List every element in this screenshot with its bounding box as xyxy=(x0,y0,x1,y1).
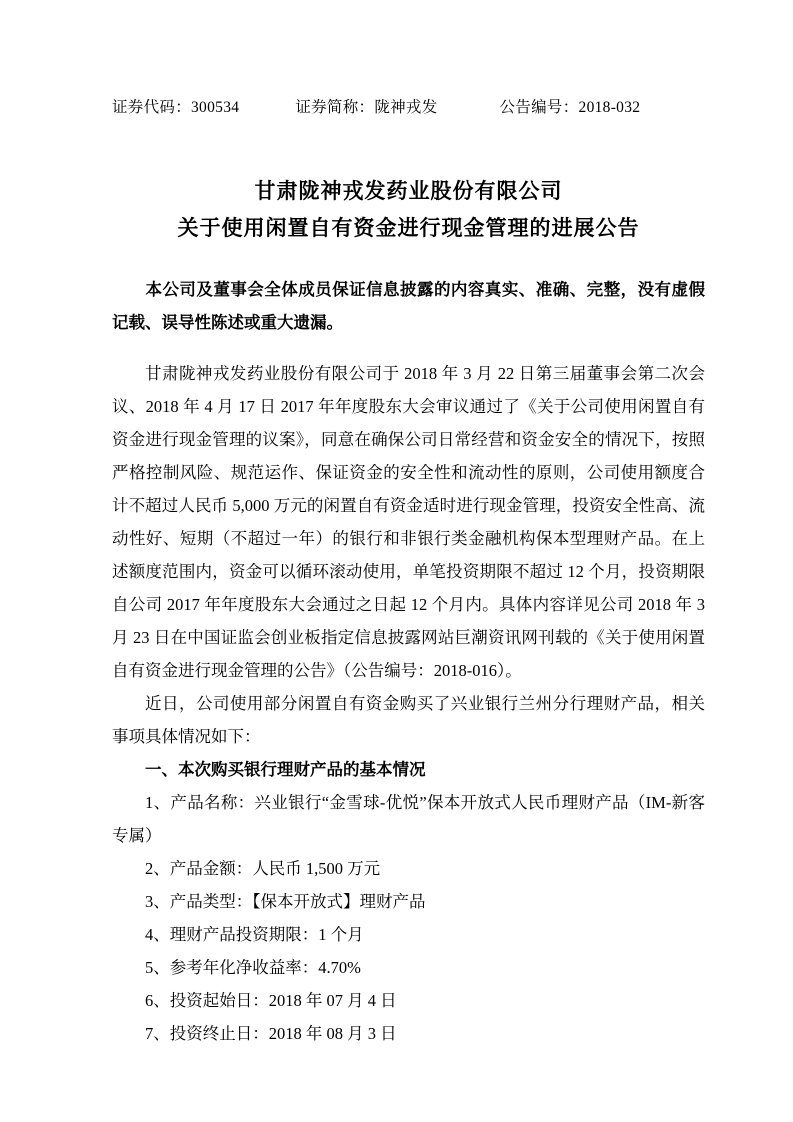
document-header xyxy=(112,95,705,117)
security-code: 证券代码：300534 xyxy=(112,99,240,116)
statement-text: 本公司及董事会全体成员保证信息披露的内容真实、准确、完整，没有虚假记载、误导性陈述或重大遗漏。 xyxy=(112,279,705,332)
list-item: 5、参考年化净收益率：4.70% xyxy=(145,957,361,977)
title-line-company: 甘肃陇神戎发药业股份有限公司 xyxy=(254,179,563,203)
list-item: 3、产品类型：【保本开放式】理财产品 xyxy=(145,891,426,911)
section-heading-1: 一、本次购买银行理财产品的基本情况 xyxy=(145,759,426,779)
disclosure-statement xyxy=(112,273,705,339)
body-paragraph-1: 甘肃陇神戎发药业股份有限公司于 2018 年 3 月 22 日第三届董事会第二次会议、2018 年 4 月 17 日 2017 年年度股东大会审议通过了《关于公司使用闲置自有资金进行现金管理的议案》，同意在确保公司日常经营和资金安全的情况下，按照严格控制风险、规范运作、保证资金的安全性和流动性的原则，公司使用额度合计不超过人民币 5,000 万元的闲置自有资金适时进行现金管理，投资安全性高、流动性好、短期（不超过一年）的银行和非银行类金融机构保本型理财产品。在上述额度范围内，资金可以循环滚动使用，单笔投资期限不超过 12 个月，投资期限自公司 2017 年年度股东大会通过之日起 12 个月内。具体内容详见公司 2018 年 3 月 23 日在中国证监会创业板指定信息披露网站巨潮资讯网刊载的《关于使用闲置自有资金进行现金管理的公告》（公告编号：2018-016）。 xyxy=(112,363,706,680)
title-line-subject: 关于使用闲置自有资金进行现金管理的进展公告 xyxy=(177,215,640,240)
list-item: 4、理财产品投资期限：1 个月 xyxy=(145,924,364,944)
security-name: 证券简称：陇神戎发 xyxy=(295,99,438,116)
list-item: 7、投资终止日：2018 年 08 月 3 日 xyxy=(145,1023,397,1043)
list-item: 1、产品名称：兴业银行“金雪球-优悦”保本开放式人民币理财产品（IM-新客专属） xyxy=(112,792,705,845)
page-title xyxy=(112,173,705,247)
announcement-number: 公告编号：2018-032 xyxy=(499,99,641,116)
list-item: 2、产品金额：人民币 1,500 万元 xyxy=(145,858,381,878)
body-paragraph-2: 近日，公司使用部分闲置自有资金购买了兴业银行兰州分行理财产品，相关事项具体情况如下： xyxy=(112,693,705,746)
list-item: 6、投资起始日：2018 年 07 月 4 日 xyxy=(145,990,397,1010)
